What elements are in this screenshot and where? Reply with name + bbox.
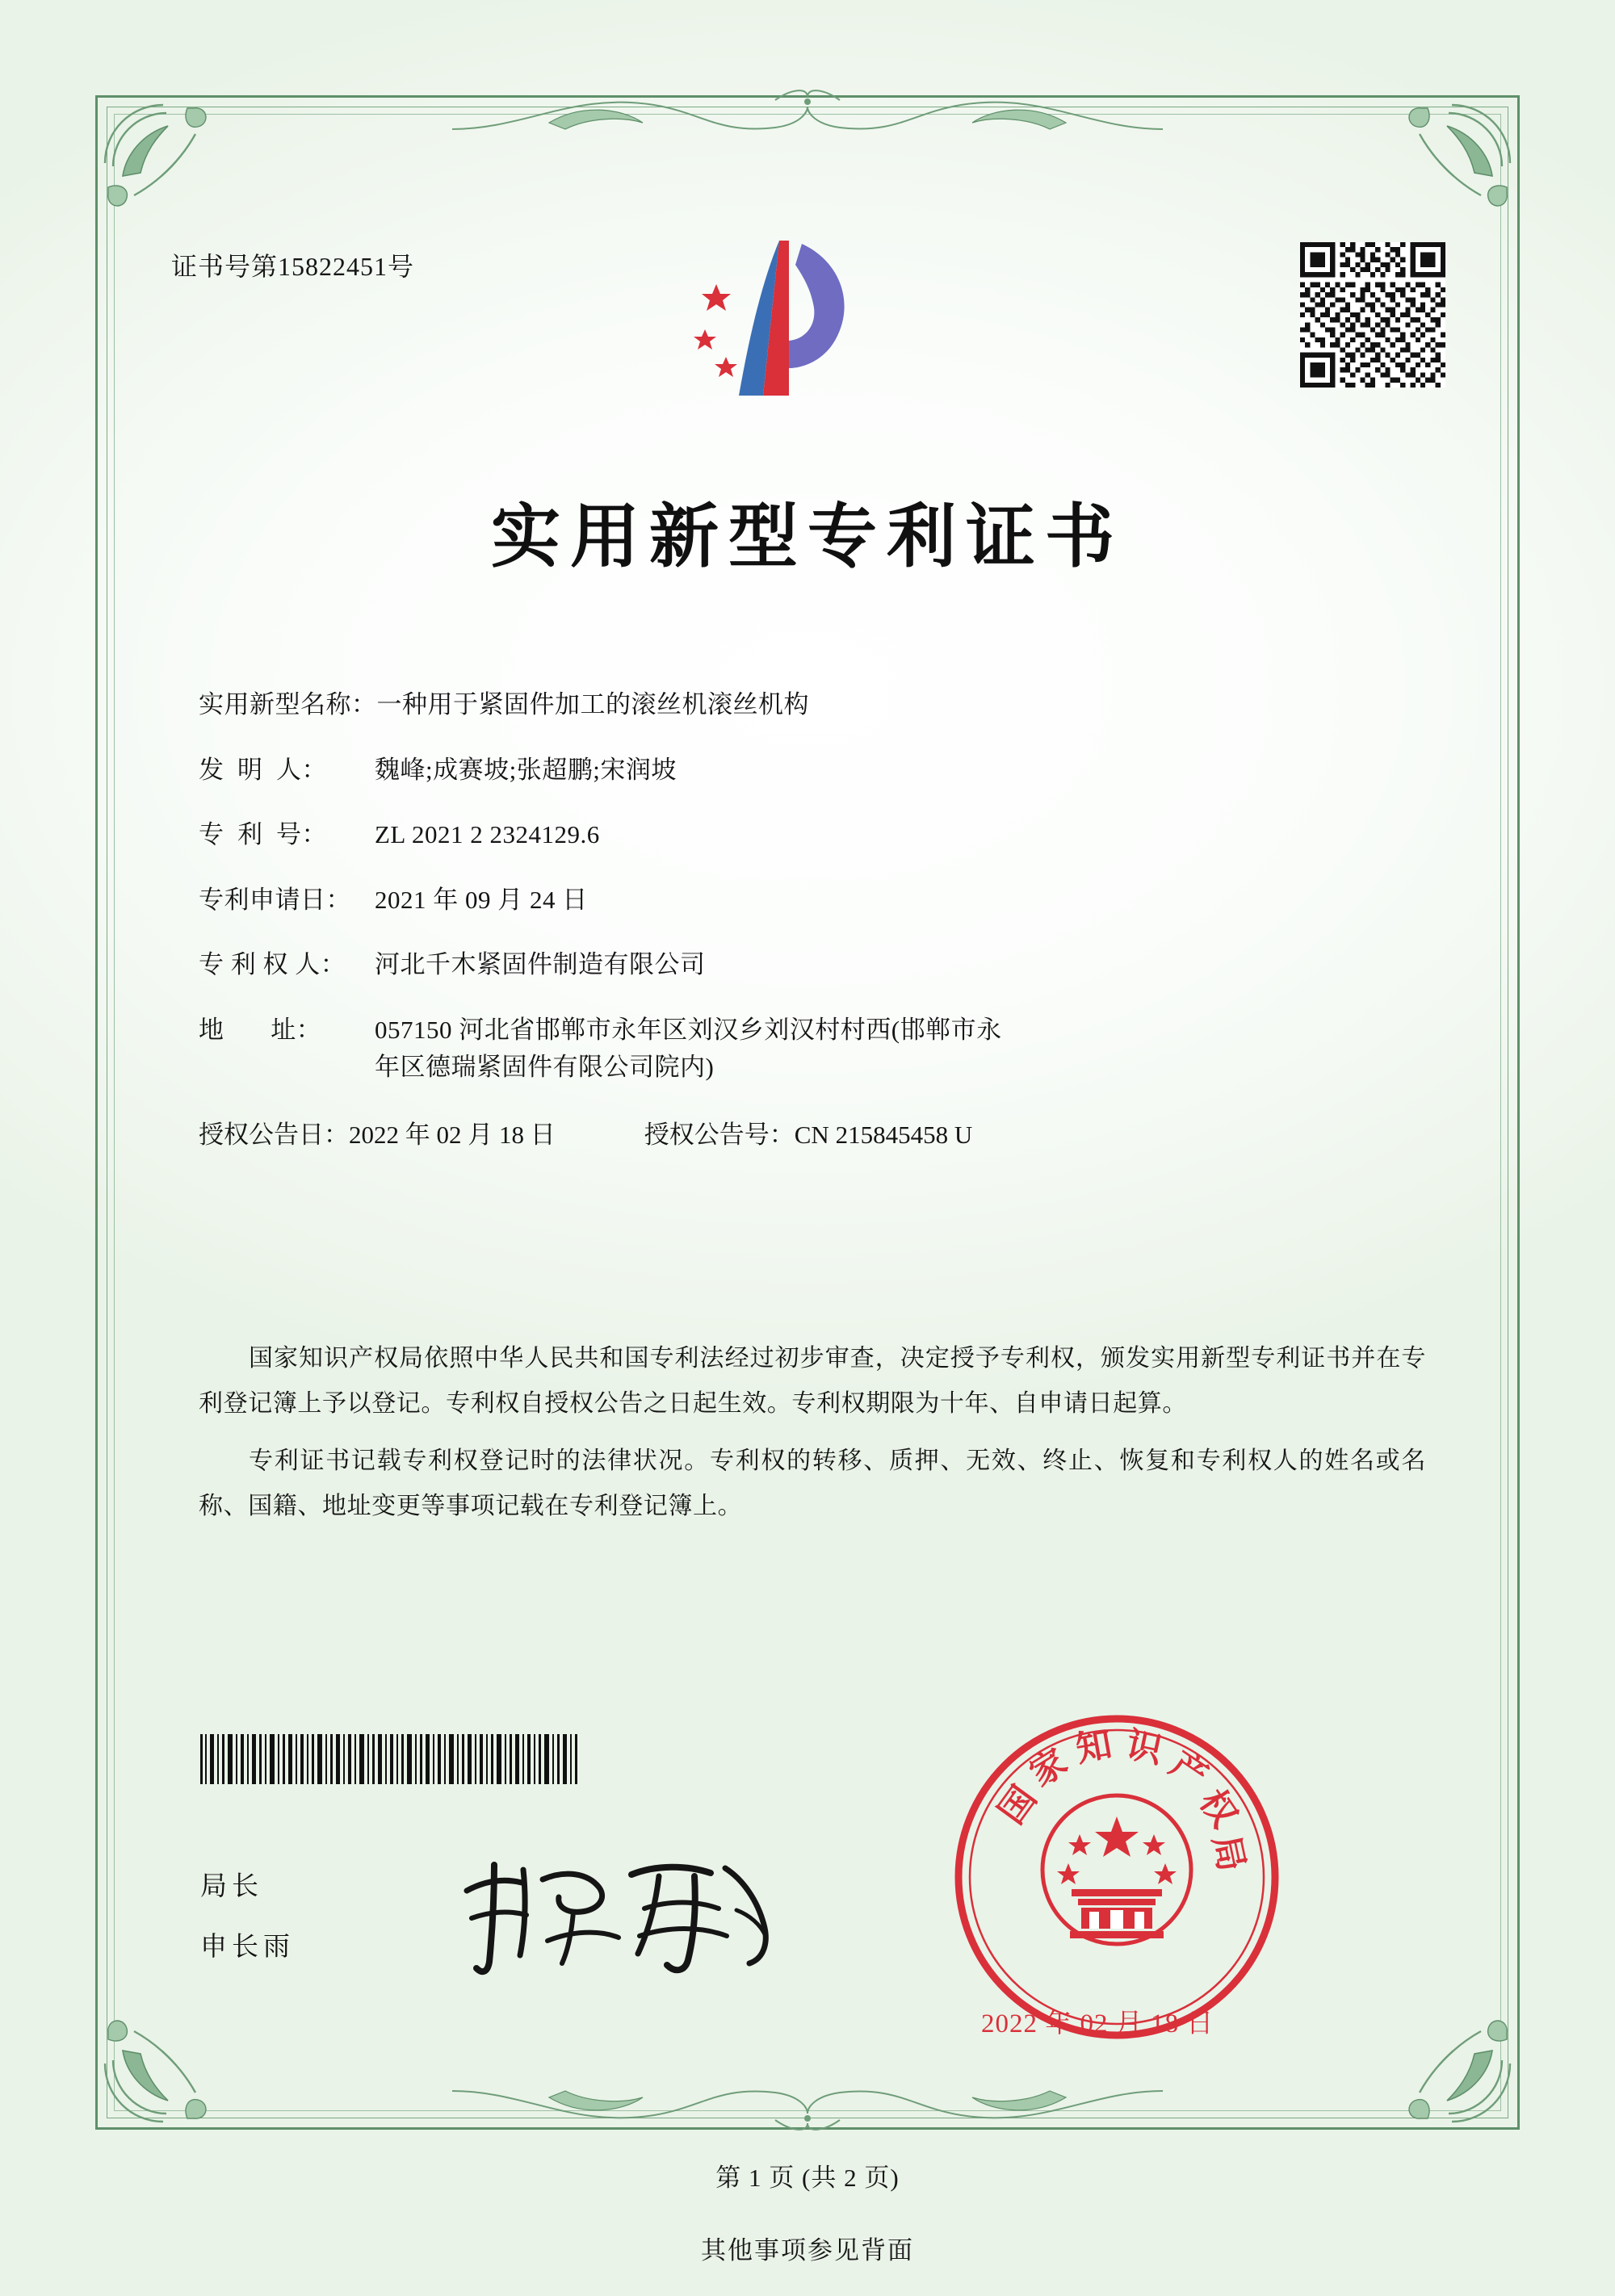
- field-value: 魏峰;成赛坡;张超鹏;宋润坡: [375, 755, 677, 784]
- field-row-address: [199, 1012, 1426, 1087]
- bottom-scrollwork-icon: [452, 2076, 1163, 2139]
- director-title-label: 局长: [200, 1872, 263, 1901]
- svg-text:国: 国: [990, 1779, 1045, 1832]
- field-label: 发 明 人：: [199, 755, 327, 784]
- field-label: 专 利 号：: [199, 820, 327, 848]
- announcement-date-label: 授权公告日：: [199, 1120, 349, 1149]
- page-title: 实用新型专利证书: [491, 496, 1124, 577]
- director-name: 申长雨: [200, 1933, 295, 1962]
- announcement-number-label: 授权公告号：: [644, 1120, 795, 1149]
- field-row-patent-number: [199, 816, 1426, 854]
- top-scrollwork-icon: [452, 81, 1163, 144]
- announcement-date-value: 2022 年 02 月 18 日: [349, 1120, 556, 1149]
- seal-date: 2022 年 02 月 18 日: [981, 2009, 1214, 2038]
- svg-text:权: 权: [1191, 1782, 1246, 1835]
- field-label: 实用新型名称：: [199, 690, 377, 719]
- address-line-2: 年区德瑞紧固件有限公司院内): [375, 1053, 715, 1081]
- field-row-application-date: [199, 882, 1426, 920]
- svg-text:局: 局: [1204, 1831, 1252, 1875]
- paragraph-2: 专利证书记载专利权登记时的法律状况。专利权的转移、质押、无效、终止、恢复和专利权人的姓名或名称、国籍、地址变更等事项记载在专利登记簿上。: [199, 1448, 1426, 1519]
- page-number: 第 1 页 (共 2 页): [715, 2164, 900, 2192]
- field-value: 2021 年 09 月 24 日: [375, 885, 588, 914]
- announcement-number-value: CN 215845458 U: [794, 1120, 973, 1149]
- field-row-utility-model-name: [199, 686, 1426, 724]
- address-line-1: 057150 河北省邯郸市永年区刘汉乡刘汉村村西(邯郸市永: [375, 1015, 1002, 1044]
- legal-text-block: [199, 1336, 1426, 1541]
- qr-code: [1300, 242, 1445, 388]
- certificate-number: 证书号第15822451号: [171, 252, 415, 281]
- field-label: 专 利 权 人：: [199, 950, 346, 978]
- barcode: [199, 1734, 610, 1784]
- field-row-announcement: [199, 1114, 1426, 1150]
- signature-image: [452, 1841, 791, 1986]
- field-label: 专利申请日：: [199, 885, 351, 914]
- field-row-inventors: [199, 752, 1426, 790]
- field-value: 河北千木紧固件制造有限公司: [375, 950, 706, 978]
- svg-text:识: 识: [1122, 1724, 1166, 1772]
- field-value: ZL 2021 2 2324129.6: [375, 820, 600, 848]
- svg-text:家: 家: [1022, 1741, 1075, 1795]
- paragraph-1: 国家知识产权局依照中华人民共和国专利法经过初步审查，决定授予专利权，颁发实用新型专利证书并在专利登记簿上予以登记。专利权自授权公告之日起生效。专利权期限为十年、自申请日起算。: [199, 1345, 1426, 1417]
- official-seal: [943, 1703, 1290, 2051]
- field-value-address: [375, 1012, 1426, 1087]
- back-note: 其他事项参见背面: [701, 2236, 914, 2265]
- svg-text:知: 知: [1072, 1724, 1115, 1770]
- field-label: 地 址：: [199, 1015, 322, 1044]
- field-row-patentee: [199, 946, 1426, 984]
- cnipa-logo-icon: [682, 234, 884, 420]
- fields-block: [199, 686, 1426, 1175]
- field-value: 一种用于紧固件加工的滚丝机滚丝机构: [376, 690, 809, 719]
- svg-text:产: 产: [1162, 1743, 1215, 1798]
